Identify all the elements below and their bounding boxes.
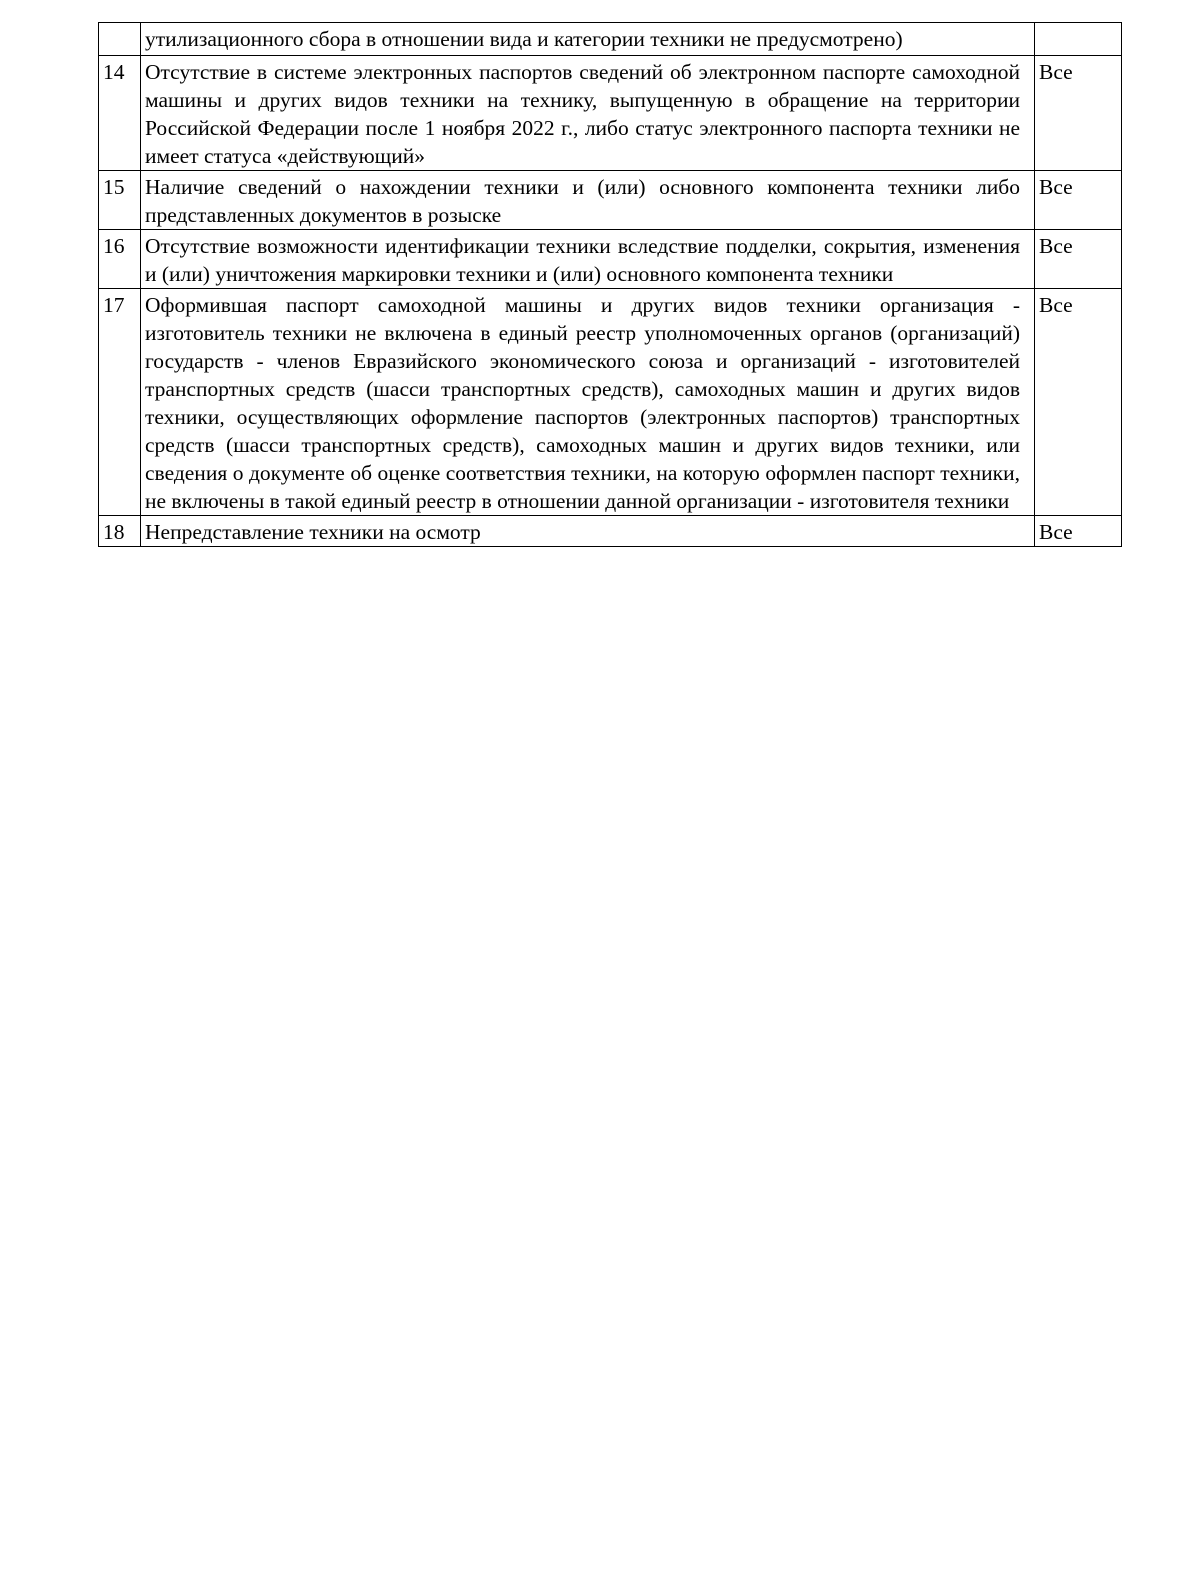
table-row [99,230,1122,289]
row-scope [1035,23,1122,56]
row-scope: Все [1035,230,1122,289]
table-row [99,23,1122,56]
row-scope: Все [1035,171,1122,230]
row-scope: Все [1035,289,1122,516]
table-row [99,171,1122,230]
table-row [99,516,1122,547]
row-scope: Все [1035,516,1122,547]
row-number: 17 [99,289,141,516]
requirements-table [98,22,1122,547]
row-number [99,23,141,56]
row-description: Оформившая паспорт самоходной машины и других видов техники организация - изготовитель техники не включена в единый реестр уполномоченных органов (организаций) государств - членов Евразийского экономического союза и организаций - изготовителей транспортных средств (шасси транспортных средств), самоходных машин и других видов техники, осуществляющих оформление паспортов (электронных паспортов) транспортных средств (шасси транспортных средств), самоходных машин и других видов техники, или сведения о документе об оценке соответствия техники, на которую оформлен паспорт техники, не включены в такой единый реестр в отношении данной организации - изготовителя техники [141,289,1035,516]
table-row [99,289,1122,516]
row-number: 14 [99,56,141,171]
row-scope: Все [1035,56,1122,171]
row-description: Непредставление техники на осмотр [141,516,1035,547]
row-description: утилизационного сбора в отношении вида и категории техники не предусмотрено) [141,23,1035,56]
row-number: 16 [99,230,141,289]
row-description: Отсутствие в системе электронных паспортов сведений об электронном паспорте самоходной машины и других видов техники на технику, выпущенную в обращение на территории Российской Федерации после 1 ноября 2022 г., либо статус электронного паспорта техники не имеет статуса «действующий» [141,56,1035,171]
table-row [99,56,1122,171]
row-number: 15 [99,171,141,230]
row-description: Отсутствие возможности идентификации техники вследствие подделки, сокрытия, изменения и (или) уничтожения маркировки техники и (или) основного компонента техники [141,230,1035,289]
row-number: 18 [99,516,141,547]
row-description: Наличие сведений о нахождении техники и (или) основного компонента техники либо представленных документов в розыске [141,171,1035,230]
